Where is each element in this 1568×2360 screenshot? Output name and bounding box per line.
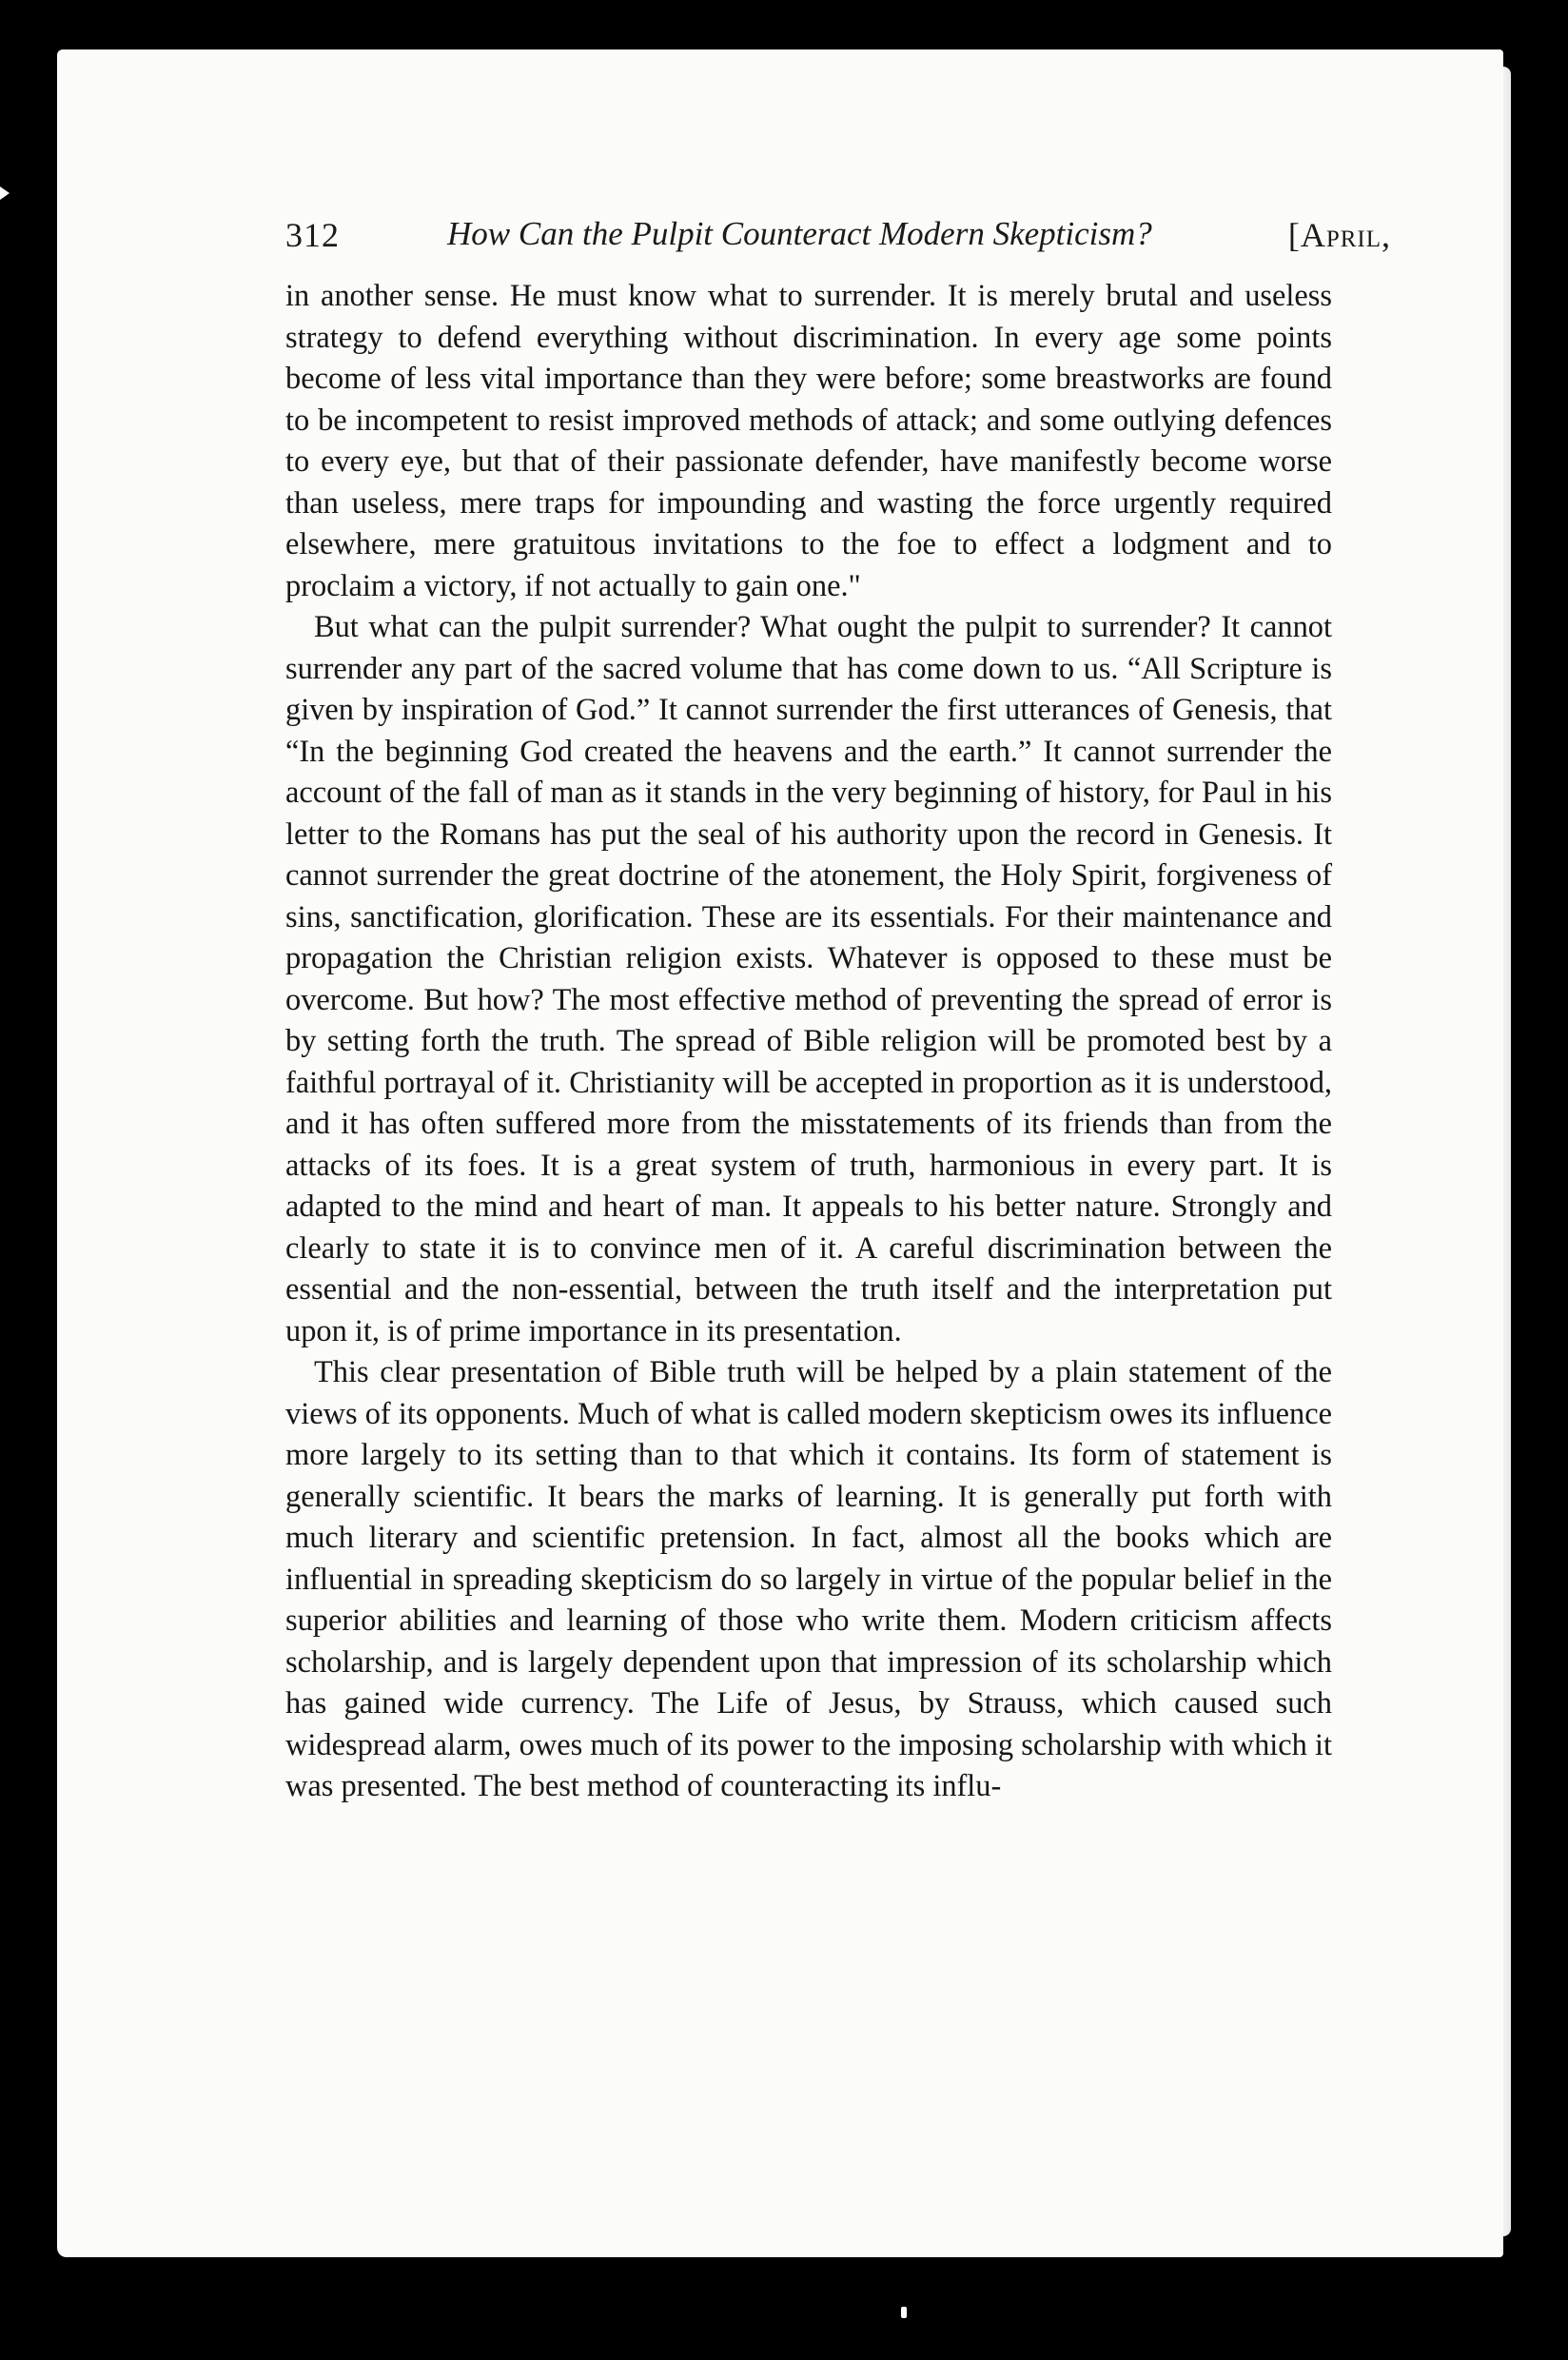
paragraph: This clear presentation of Bible truth will be helped by a plain statement of the views of its opponents. Much of what is called modern skepticism owes its influence more largely to its setting than to that which it contains. Its form of statement is generally scientific. It bears the marks of learning. It is generally put forth with much literary and scientific pretension. In fact, almost all the books which are influential in spreading skepticism do so largely in virtue of the popular belief in the superior abilities and learning of those who write them. Modern criticism affects scholarship, and is largely dependent upon that impression of its scholarship which has gained wide currency. The Life of Jesus, by Strauss, which caused such widespread alarm, owes much of its power to the imposing scholarship with which it was presented. The best method of counteracting its influ- — [285, 1355, 1332, 1803]
page-number: 312 — [285, 216, 340, 254]
paragraph-continuation: in another sense. He must know what to surrender. It is merely brutal and useless strategy to defend everything without discrimination. In every age some points become of less vital importance than they were before; some breastworks are found to be incompetent to resist improved methods of attack; and some outlying defences to every eye, but that of their passionate defender, have manifestly become worse than useless, mere traps for impounding and wasting the force urgently required elsewhere, mere gratuitous invitations to the foe to effect a lodgment and to proclaim a victory, if not actually to gain one." — [285, 279, 1332, 603]
scan-artifact-mark — [0, 187, 10, 200]
scan-artifact-dot — [901, 2307, 907, 2318]
running-month: [April, — [1287, 216, 1391, 254]
running-header — [285, 215, 1391, 265]
running-title: How Can the Pulpit Counteract Modern Skepticism? — [447, 215, 1152, 252]
paragraph: But what can the pulpit surrender? What ought the pulpit to surrender? It cannot surrender any part of the sacred volume that has come down to us. “All Scripture is given by inspiration of God.” It cannot surrender the first utterances of Genesis, that “In the beginning God created the heavens and the earth.” It cannot surrender the account of the fall of man as it stands in the very beginning of history, for Paul in his letter to the Romans has put the seal of his authority upon the record in Genesis. It cannot surrender the great doctrine of the atonement, the Holy Spirit, forgiveness of sins, sanctification, glorification. These are its essentials. For their maintenance and propagation the Christian religion exists. Whatever is opposed to these must be overcome. But how? The most effective method of preventing the spread of error is by setting forth the truth. The spread of Bible religion will be promoted best by a faithful portrayal of it. Christianity will be accepted in proportion as it is understood, and it has often suffered more from the misstatements of its friends than from the attacks of its foes. It is a great system of truth, harmonious in every part. It is adapted to the mind and heart of man. It appeals to his better nature. Strongly and clearly to state it is to convince men of it. A careful discrimination between the essential and the non-essential, between the truth itself and the interpretation put upon it, is of prime importance in its presentation. — [285, 610, 1332, 1348]
body-text — [285, 276, 1332, 1808]
